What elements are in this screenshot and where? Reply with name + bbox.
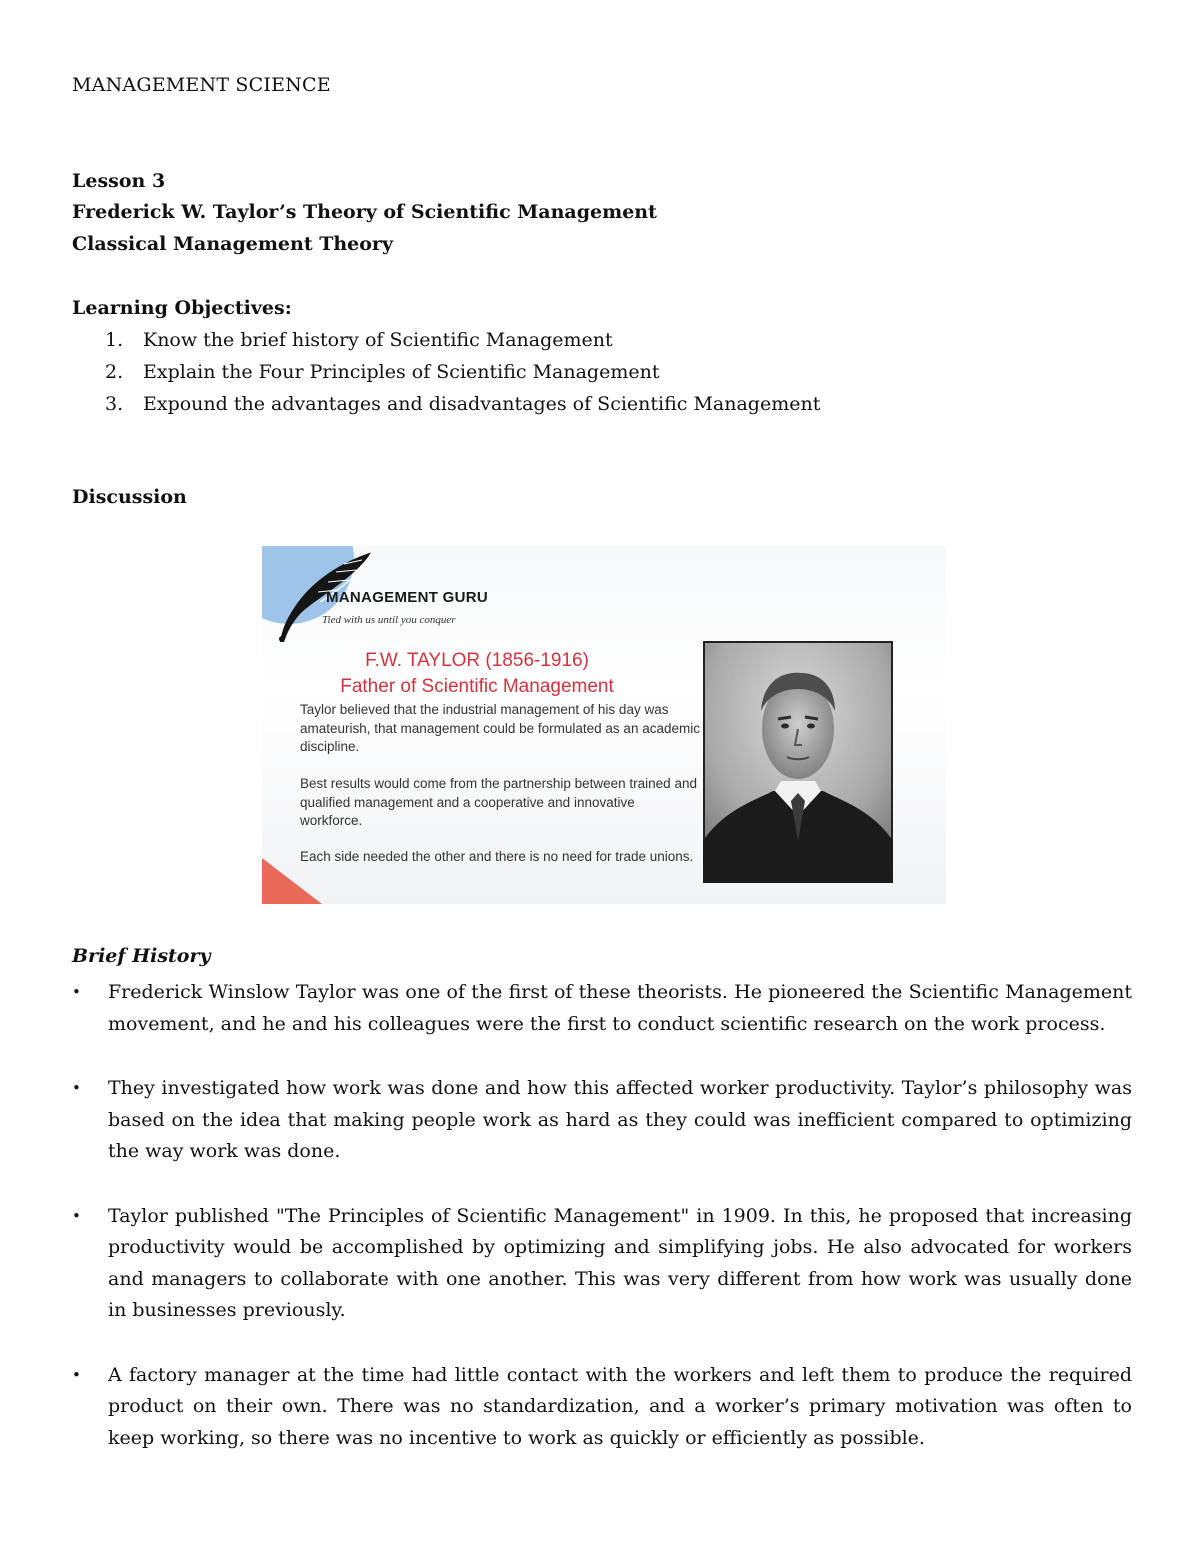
banner-paragraph: Taylor believed that the industrial management of his day was amateurish, that management could be formulated as an academic discipline. xyxy=(300,702,700,754)
objective-number: 1. xyxy=(105,329,124,351)
lesson-title: Frederick W. Taylor’s Theory of Scientific Management xyxy=(72,201,657,223)
objective-text: Know the brief history of Scientific Management xyxy=(143,329,613,351)
objective-number: 3. xyxy=(105,393,124,415)
brief-history-list xyxy=(72,977,1132,1487)
history-bullet xyxy=(72,977,1132,1040)
history-bullet xyxy=(72,1073,1132,1168)
history-bullet xyxy=(72,1360,1132,1455)
brief-history-heading: Brief History xyxy=(72,945,211,967)
banner-subtitle: Father of Scientific Management xyxy=(340,676,614,697)
bullet-icon: • xyxy=(72,983,81,1001)
objectives-list xyxy=(105,328,820,424)
history-bullet-text: Taylor published "The Principles of Scientific Management" in 1909. In this, he proposed that increasing productivity would be accomplished by optimizing and simplifying jobs. He also advocated for workers and managers to collaborate with one another. This was very different from how work was usually done in businesses previously. xyxy=(108,1204,1132,1321)
history-bullet-text: They investigated how work was done and how this affected worker productivity. Taylor’s philosophy was based on the idea that making people work as hard as they could was inefficient compared to optimizing the way work was done. xyxy=(108,1077,1132,1162)
lesson-subtitle: Classical Management Theory xyxy=(72,233,393,255)
banner-paragraph: Best results would come from the partnership between trained and qualified management and a cooperative and innovative workforce. xyxy=(300,776,697,828)
discussion-heading: Discussion xyxy=(72,486,187,508)
bullet-icon: • xyxy=(72,1079,81,1097)
objective-item xyxy=(105,392,820,424)
banner-name: F.W. TAYLOR (1856-1916) xyxy=(365,650,589,671)
objective-text: Expound the advantages and disadvantages of Scientific Management xyxy=(143,393,821,415)
course-title: MANAGEMENT SCIENCE xyxy=(72,74,331,96)
objective-item xyxy=(105,328,820,360)
history-bullet xyxy=(72,1201,1132,1327)
bullet-icon: • xyxy=(72,1365,81,1384)
brand-logo-text: MANAGEMENT GURU xyxy=(326,589,488,606)
lesson-number: Lesson 3 xyxy=(72,170,166,192)
objectives-heading: Learning Objectives: xyxy=(72,297,292,319)
bullet-icon: • xyxy=(72,1206,81,1225)
objective-text: Explain the Four Principles of Scientific Management xyxy=(143,361,660,383)
taylor-portrait-photo xyxy=(703,641,893,883)
history-bullet-text: Frederick Winslow Taylor was one of the first of these theorists. He pioneered the Scientific Management movement, and he and his colleagues were the first to conduct scientific research on the work process. xyxy=(108,981,1132,1035)
objective-item xyxy=(105,360,820,392)
taylor-banner-image xyxy=(262,546,946,904)
banner-paragraph: Each side needed the other and there is no need for trade unions. xyxy=(300,849,694,864)
brand-tagline: Tied with us until you conquer xyxy=(322,614,456,626)
history-bullet-text: A factory manager at the time had little contact with the workers and left them to produce the required product on their own. There was no standardization, and a worker’s primary motivation was often to keep working, so there was no incentive to work as quickly or efficiently as possible. xyxy=(108,1363,1132,1449)
objective-number: 2. xyxy=(105,361,124,383)
